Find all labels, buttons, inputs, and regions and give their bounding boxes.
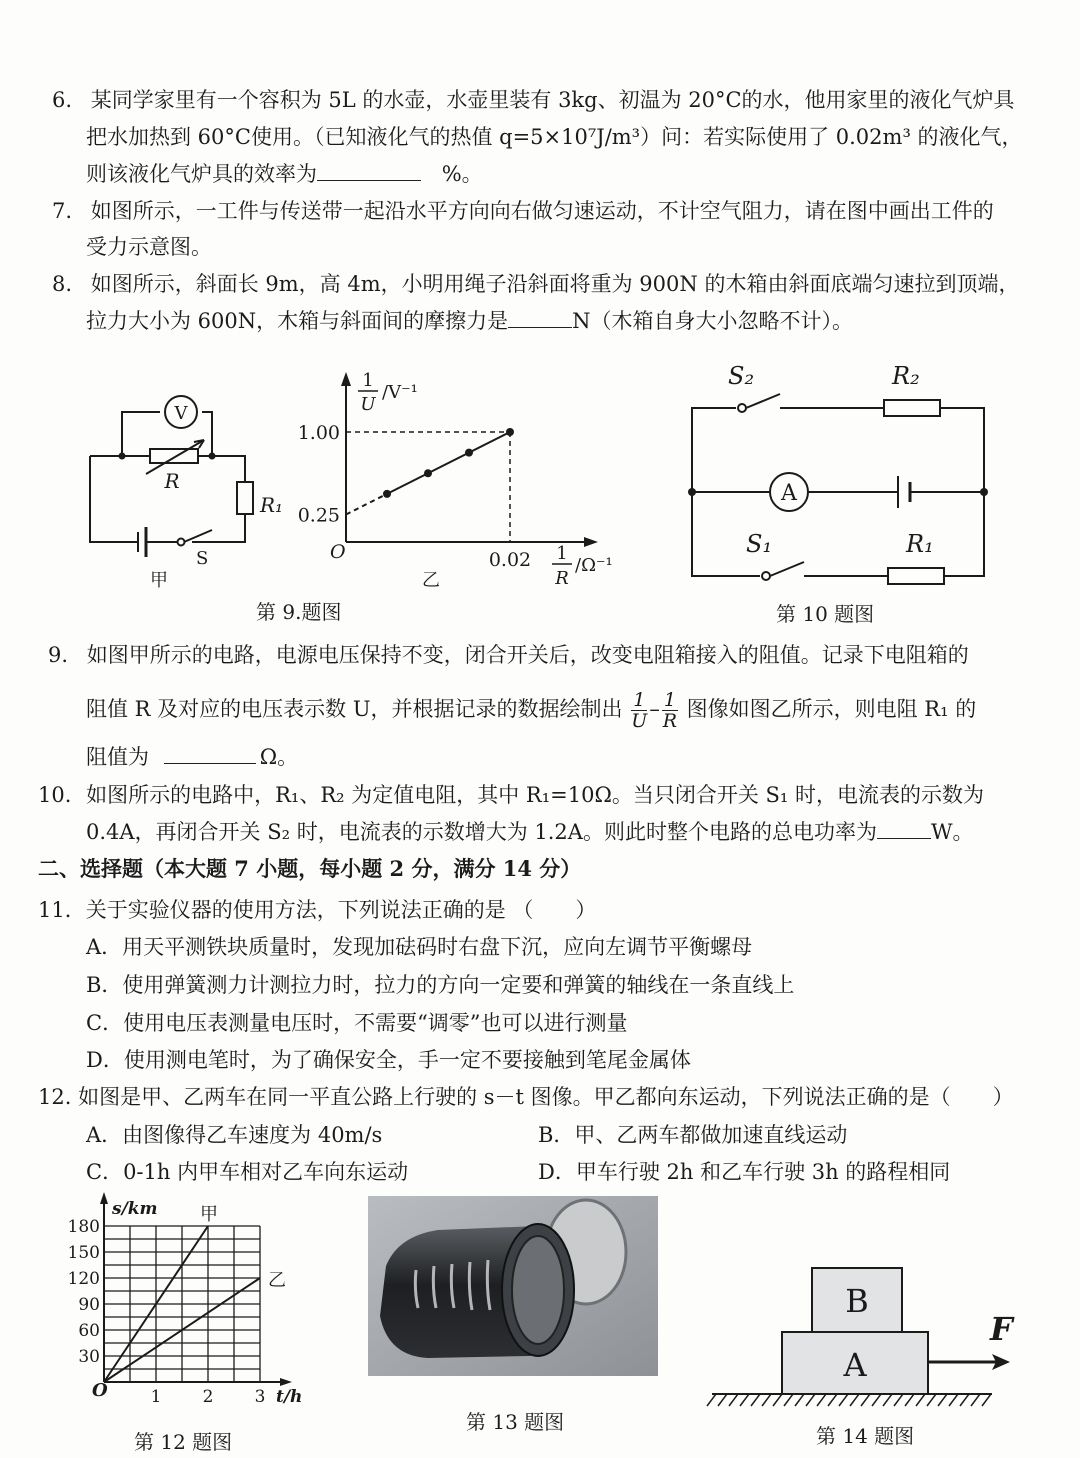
fig9-y-tick-low: 0.25 — [297, 504, 340, 527]
q10-number: 10. — [38, 783, 72, 807]
q11-option-a[interactable]: A．用天平测铁块质量时，发现加砝码时右盘下沉，应向左调节平衡螺母 — [86, 935, 753, 959]
fig9-x-axis-denominator: R — [555, 568, 569, 589]
q10-line2 — [86, 818, 974, 846]
fig14-ground-hatch — [751, 1394, 760, 1406]
fig10-caption: 第 10 题图 — [776, 602, 875, 626]
fig12-y-tick: 60 — [78, 1321, 100, 1341]
fig12-x-tick: 1 — [150, 1387, 162, 1407]
fig13-caption: 第 13 题图 — [466, 1410, 565, 1434]
q10-answer-blank[interactable] — [877, 818, 931, 839]
fig9-y-tick-top: 1.00 — [297, 422, 340, 444]
fig9-x-axis-unit: /Ω⁻¹ — [575, 555, 613, 576]
fig12-x-arrow — [280, 1378, 292, 1386]
q12-option-c[interactable]: C．0-1h 内甲车相对乙车向东运动 — [86, 1160, 409, 1184]
q8-text-line1: 如图所示，斜面长 9m，高 4m，小明用绳子沿斜面将重为 900N 的木箱由斜面底端匀速拉到顶端， — [90, 272, 1020, 296]
q11-option-c[interactable]: C．使用电压表测量电压时，不需要“调零”也可以进行测量 — [86, 1011, 628, 1035]
fig10-s2-label: S₂ — [728, 362, 755, 390]
fig12-graph — [62, 1196, 302, 1416]
fig9-caption: 第 9.题图 — [256, 600, 342, 624]
fig12-y-tick: 120 — [67, 1269, 100, 1289]
fig14-ground-hatch — [850, 1394, 859, 1406]
q9-frac1-den: U — [631, 710, 648, 732]
fig14-caption: 第 14 题图 — [816, 1424, 915, 1448]
fig14-ground-hatch — [707, 1394, 716, 1406]
q6-text-line1: 某同学家里有一个容积为 5L 的水壶，水壶里装有 3kg、初温为 20°C的水，他用家里的液化气炉具 — [90, 88, 1015, 112]
fig10-r2-label: R₂ — [892, 362, 920, 390]
q6-number: 6. — [52, 88, 73, 112]
q11-stem: 11．关于实验仪器的使用方法，下列说法正确的是 （ ） — [38, 898, 597, 922]
fig12-y-tick: 150 — [67, 1243, 100, 1263]
q11-option-d[interactable]: D．使用测电笔时，为了确保安全，手一定不要接触到笔尾金属体 — [86, 1048, 691, 1072]
q9-text-line1: 如图甲所示的电路，电源电压保持不变，闭合开关后，改变电阻箱接入的阻值。记录下电阻箱的 — [86, 643, 969, 667]
q6-text-line3: 则该液化气炉具的效率为 — [86, 162, 317, 186]
fig9-label-jia: 甲 — [150, 570, 168, 591]
fig14-ground-hatch — [817, 1394, 826, 1406]
fig14-ground-hatch — [949, 1394, 958, 1406]
fig12-y-tick: 180 — [67, 1217, 100, 1237]
q8-line2 — [86, 307, 853, 335]
fig14-ground-hatch — [883, 1394, 892, 1406]
fig9-data-point — [424, 469, 432, 477]
q9-number: 9. — [48, 643, 69, 667]
fig10-ammeter-label: A — [781, 481, 797, 506]
fig9-origin: O — [330, 541, 346, 563]
fig14-ground-hatch — [773, 1394, 782, 1406]
fig14-label-f: F — [990, 1310, 1013, 1348]
q8-text-line2: 拉力大小为 600N，木箱与斜面间的摩擦力是 — [86, 309, 509, 333]
fig9-y-axis-unit: /V⁻¹ — [382, 382, 418, 403]
q9-frac2-num: 1 — [663, 689, 676, 711]
fig9-label-yi: 乙 — [422, 570, 440, 591]
fig9-line-dashed — [346, 494, 387, 515]
fig14-ground-hatch — [927, 1394, 936, 1406]
q9-line1 — [48, 641, 969, 669]
fig14-label-b: B — [845, 1282, 869, 1320]
q6-line2 — [86, 123, 1023, 151]
fig9-data-point — [465, 449, 473, 457]
fig14-ground-hatch — [828, 1394, 837, 1406]
fig12-x-tick: 2 — [202, 1387, 214, 1407]
q7-line2 — [86, 233, 212, 261]
fig14-label-a: A — [843, 1346, 867, 1384]
fig14-ground-hatch — [795, 1394, 804, 1406]
fig9-data-point — [383, 490, 391, 498]
fig9-line-solid — [387, 432, 510, 494]
q11-option-b[interactable]: B．使用弹簧测力计测拉力时，拉力的方向一定要和弹簧的轴线在一条直线上 — [86, 973, 795, 997]
fig12-caption: 第 12 题图 — [134, 1430, 233, 1454]
fig12-y-axis-label: s/km — [112, 1199, 158, 1219]
q9-fraction-dash: – — [649, 697, 660, 721]
fig9-x-axis-arrow — [584, 537, 598, 547]
fig10-r1-label: R₁ — [906, 530, 934, 558]
fig14-ground-hatch — [872, 1394, 881, 1406]
fig14-ground-hatch — [971, 1394, 980, 1406]
q6-line3 — [86, 160, 483, 188]
q7-number: 7. — [52, 199, 73, 223]
fig9-y-axis-numerator: 1 — [362, 370, 374, 391]
q12-option-a[interactable]: A．由图像得乙车速度为 40m/s — [86, 1123, 383, 1147]
fig10-r1-resistor — [888, 568, 944, 584]
fig9-x-tick: 0.02 — [488, 549, 532, 571]
fig10-r2-resistor — [884, 400, 940, 416]
fig9-voltmeter-label: V — [174, 403, 188, 424]
q9-answer-blank[interactable] — [164, 743, 256, 764]
q10-text-line1: 如图所示的电路中，R₁、R₂ 为定值电阻，其中 R₁=10Ω。当只闭合开关 S₁ 时，电流表的示数为 — [86, 783, 985, 807]
q8-text-line2-end: N（木箱自身大小忽略不计）。 — [572, 309, 854, 333]
fig14-ground-hatch — [861, 1394, 870, 1406]
fig9-y-axis-denominator: U — [360, 394, 376, 415]
fig14-ground-hatch — [960, 1394, 969, 1406]
fig14-ground-hatch — [916, 1394, 925, 1406]
fig14-ground-hatch — [784, 1394, 793, 1406]
fig14-ground-hatch — [762, 1394, 771, 1406]
fig12-y-arrow — [100, 1192, 108, 1204]
fig12-y-tick: 90 — [78, 1295, 100, 1315]
q9-line2 — [86, 690, 976, 731]
fig12-y-tick: 30 — [78, 1347, 100, 1367]
fig10-circuit-diagram — [680, 356, 1000, 586]
fig14-ground-hatch — [806, 1394, 815, 1406]
q9-text-line3: 阻值为 — [86, 745, 149, 769]
fig9-rheostat — [150, 449, 198, 463]
q6-text-line2: 把水加热到 60°C使用。（已知液化气的热值 q=5×10⁷J/m³）问：若实际使用了 0.02m³ 的液化气， — [86, 125, 1023, 149]
q7-text-line1: 如图所示，一工件与传送带一起沿水平方向向右做匀速运动，不计空气阻力，请在图中画出工件的 — [90, 199, 994, 223]
fig9-switch-label: S — [196, 548, 209, 569]
fig9-r1-label: R₁ — [260, 493, 284, 517]
fig10-s1-label: S₁ — [746, 530, 773, 558]
q9-fraction-1-over-r — [662, 690, 678, 731]
q6-answer-blank[interactable] — [317, 160, 421, 181]
fig14-ground-hatch — [982, 1394, 991, 1406]
fig14-ground-hatch — [718, 1394, 727, 1406]
fig9-circuit-diagram — [80, 392, 284, 592]
q12-option-b[interactable]: B．甲、乙两车都做加速直线运动 — [538, 1123, 848, 1147]
q9-line3 — [86, 743, 298, 771]
q6-line1 — [52, 86, 1015, 114]
q9-text-unit: Ω。 — [259, 745, 299, 769]
fig14-ground-hatch — [729, 1394, 738, 1406]
q10-line1 — [38, 781, 984, 809]
fig14-ground-hatch — [839, 1394, 848, 1406]
fig9-rheostat-label: R — [164, 469, 180, 493]
fig14-ground-hatch — [905, 1394, 914, 1406]
q7-text-line2: 受力示意图。 — [86, 235, 212, 259]
q10-text-line2: 0.4A，再闭合开关 S₂ 时，电流表的示数增大为 1.2A。则此时整个电路的总电功率为 — [86, 820, 877, 844]
q8-line1 — [52, 270, 1019, 298]
fig14-ground-hatch — [938, 1394, 947, 1406]
fig9-graph — [290, 366, 613, 596]
fig14-ground-hatch — [740, 1394, 749, 1406]
q9-fraction-1-over-u — [631, 690, 647, 731]
fig12-x-axis-label: t/h — [276, 1387, 303, 1407]
fig14-diagram — [706, 1262, 1026, 1412]
q12-option-d[interactable]: D．甲车行驶 2h 和乙车行驶 3h 的路程相同 — [538, 1160, 951, 1184]
q8-answer-blank[interactable] — [508, 307, 572, 328]
q7-line1 — [52, 197, 994, 225]
fig12-origin: O — [92, 1380, 108, 1401]
q9-frac2-den: R — [662, 710, 678, 732]
fig14-ground-hatch — [894, 1394, 903, 1406]
q8-number: 8. — [52, 272, 73, 296]
q12-stem: 12. 如图是甲、乙两车在同一平直公路上行驶的 s－t 图像。甲乙都向东运动，下列说法正确的是（ ） — [38, 1085, 1014, 1109]
section2-heading: 二、选择题（本大题 7 小题，每小题 2 分，满分 14 分） — [38, 856, 582, 881]
fig12-label-yi: 乙 — [268, 1270, 286, 1291]
q9-text-line2-end: 图像如图乙所示，则电阻 R₁ 的 — [686, 697, 977, 721]
q9-text-line2: 阻值 R 及对应的电压表示数 U，并根据记录的数据绘制出 — [86, 697, 623, 721]
q9-frac1-num: 1 — [633, 689, 646, 711]
fig9-y-axis-arrow — [341, 372, 351, 386]
fig12-label-jia: 甲 — [200, 1204, 218, 1225]
fig12-x-tick: 3 — [254, 1387, 266, 1407]
q6-text-percent: %。 — [441, 162, 483, 186]
q10-text-unit: W。 — [930, 820, 974, 844]
fig13-photo — [368, 1196, 658, 1376]
fig9-data-point — [506, 428, 514, 436]
fig9-x-axis-numerator: 1 — [556, 543, 568, 564]
